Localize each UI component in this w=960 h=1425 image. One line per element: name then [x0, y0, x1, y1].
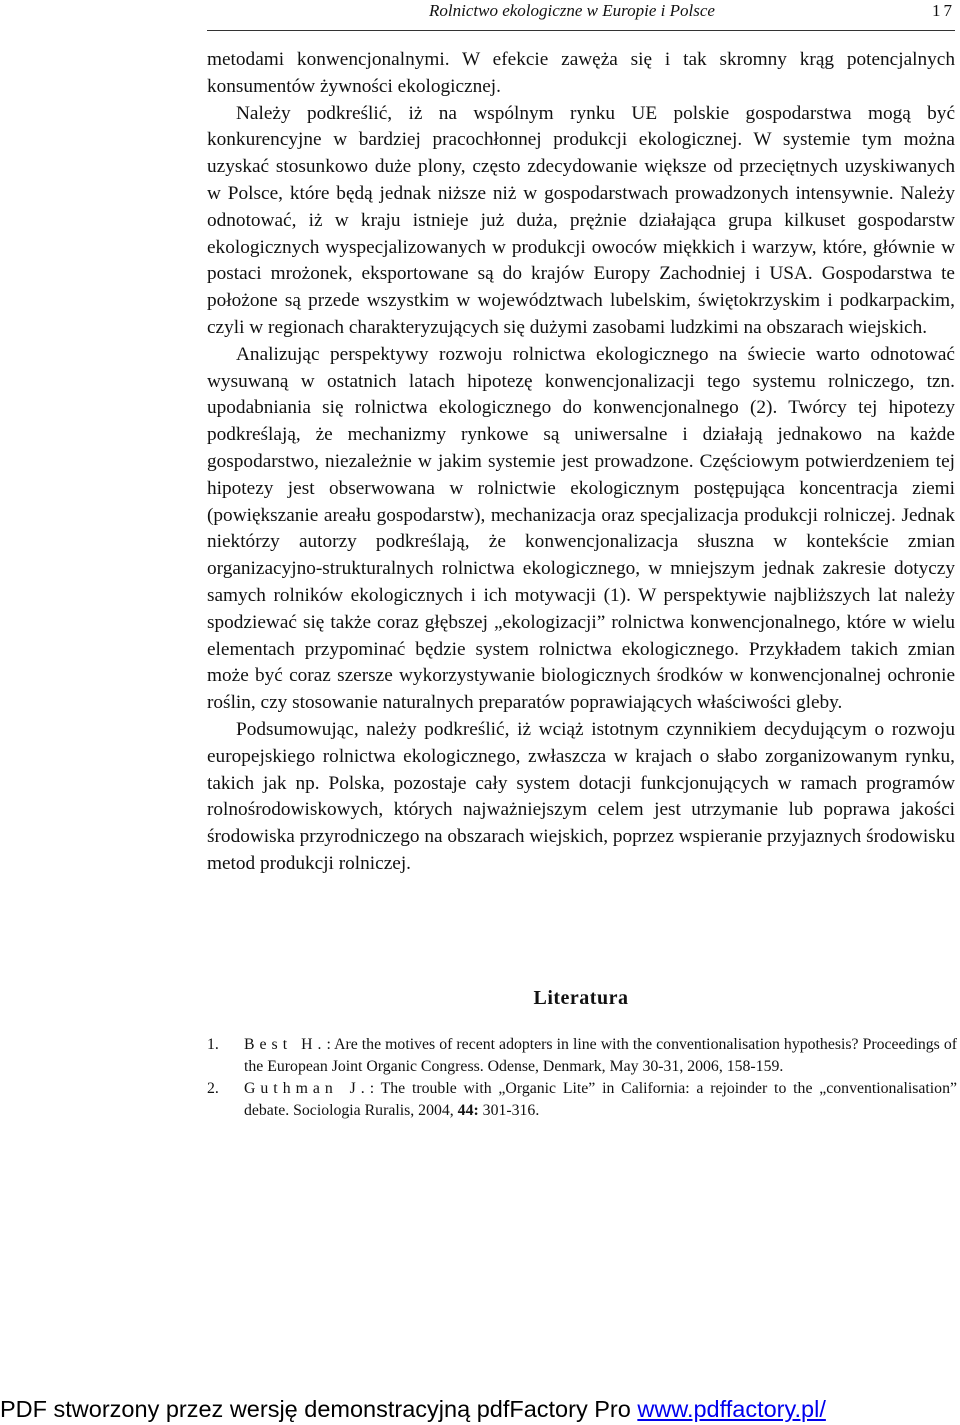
reference-item — [207, 1034, 957, 1078]
reference-number: 1. — [207, 1036, 219, 1053]
reference-text: : Are the motives of recent adopters in line with the conventionalisation hypothesis? Proceedings of the European Joint Organic Congress. Odense, Denmark, May 30-31, 2006, 158-159. — [244, 1036, 957, 1075]
page-number: 17 — [932, 1, 955, 20]
reference-volume: 44: — [457, 1102, 479, 1119]
main-text — [207, 47, 955, 878]
footer-text: PDF stworzony przez wersję demonstracyjną pdfFactory Pro — [0, 1396, 638, 1422]
reference-author: Guthman J. — [244, 1080, 370, 1097]
reference-number: 2. — [207, 1080, 219, 1097]
reference-pages: 301-316. — [478, 1102, 540, 1119]
paragraph-3: Analizując perspektywy rozwoju rolnictwa ekologicznego na świecie warto odnotować wysuwaną w ostatnich latach hipotezę konwencjonalizacji tego systemu rolniczego, tzn. upodabniania się rolnictwa ekologicznego do konwencjonalnego (2). Twórcy tej hipotezy podkreślają, że mechanizmy rynkowe są uniwersalne i działają jednakowo na każde gospodarstwo, niezależnie w jakim systemie jest prowadzone. Częściowym potwierdzeniem tej hipotezy jest obserwowana w rolnictwie ekologicznym postępująca koncentracja ziemi (powiększanie areału gospodarstw), mechanizacja oraz specjalizacja produkcji rolniczej. Jednak niektórzy autorzy podkreślają, że konwencjonalizacja słuszna w kontekście zmian organizacyjno-strukturalnych rolnictwa ekologicznego, w mniejszym jednak zakresie dotyczy samych rolników ekologicznych i ich motywacji (1). W perspektywie najbliższych lat należy spodziewać się także coraz głębszej „ekologizacji” rolnictwa konwencjonalnego, które w wielu elementach przypominać będzie system rolnictwa ekologicznego. Przykładem takich zmian może być coraz szersze wykorzystywanie biologicznych środków w konwencjonalnej ochronie roślin, czy stosowanie naturalnych preparatów poprawiających właściwości gleby. — [207, 343, 955, 714]
pdf-watermark-footer — [0, 1394, 960, 1424]
reference-author: Best H. — [244, 1036, 327, 1053]
literature-heading: Literatura — [533, 987, 629, 1009]
paragraph-2: Należy podkreślić, iż na wspólnym rynku UE polskie gospodarstwa mogą być konkurencyjne w bardziej pracochłonnej produkcji ekologicznej. W systemie tym można uzyskać stosunkowo duże plony, często zdecydowanie większe od przeciętnych uzyskiwanych w Polsce, które będą jednak niższe niż w gospodarstwach prowadzonych intensywnie. Należy odnotować, iż w kraju istnieje już duża, prężnie działająca grupa kilkuset gospodarstw ekologicznych wyspecjalizowanych w produkcji owoców miękkich i warzyw, które, głównie w postaci mrożonek, eksportowane są do krajów Europy Zachodniej i USA. Gospodarstwa te położone są przede wszystkim w województwach lubelskim, świętokrzyskim i podkarpackim, czyli w regionach charakteryzujących się dużymi zasobami ludzkimi na obszarach wiejskich. — [207, 102, 955, 338]
reference-text: : The trouble with „Organic Lite” in California: a rejoinder to the „conventionalisation” debate. Sociologia Ruralis, 2004, — [244, 1080, 957, 1119]
running-header — [207, 0, 955, 31]
reference-list — [207, 1034, 957, 1122]
footer-link[interactable]: www.pdffactory.pl/ — [637, 1396, 826, 1422]
reference-item — [207, 1078, 957, 1122]
paragraph-1: metodami konwencjonalnymi. W efekcie zawęża się i tak skromny krąg potencjalnych konsumentów żywności ekologicznej. — [207, 49, 955, 97]
running-title: Rolnictwo ekologiczne w Europie i Polsce — [429, 1, 715, 20]
paragraph-4: Podsumowując, należy podkreślić, iż wciąż istotnym czynnikiem decydującym o rozwoju europejskiego rolnictwa ekologicznego, zwłaszcza w krajach o słabo zorganizowanym rynku, takich jak np. Polska, pozostaje cały system dotacji funkcjonujących w ramach programów rolnośrodowiskowych, których najważniejszym celem jest utrzymanie lub poprawa jakości środowiska przyrodniczego na obszarach wiejskich, poprzez wspieranie przyjaznych środowisku metod produkcji rolniczej. — [207, 718, 955, 874]
